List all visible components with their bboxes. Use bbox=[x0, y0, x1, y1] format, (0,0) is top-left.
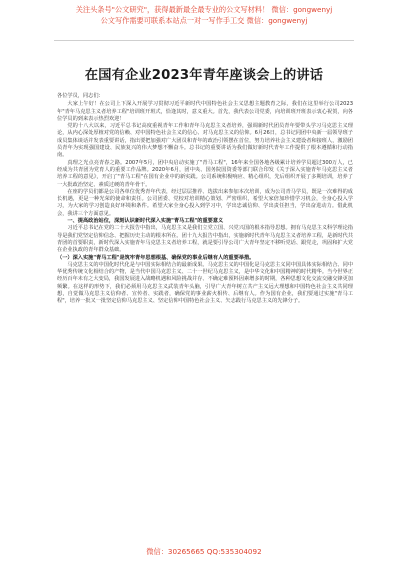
body-paragraph: 习近平总书记在党的二十大报告中指出，马克思主义是我们立党立国、兴党兴国的根本指导思想。拥有马克思主义科学理论指导是我们党坚定信仰信念、把握历史主动的根本所在。团十九大报告中指出，实施新时代青年马克思主义者培养工程，是新时代共青团的首要职责，新时代深入实施青年马克思主义者培养工程，就是要引导公司广大青年坚定不移听党话、跟党走，巩固和扩大党在企业执政的青年群众基础。 bbox=[57, 225, 353, 254]
body-paragraph: 在座的学员们都是公司各单位优秀青年代表，经过层层推荐、选拔出来参加本次培训，成为公司青马学员，既是一次难得的成长机遇，更是一种光荣的使命和责任。公司团委、党校对培训精心策划、严密组织，希望大家倍加珍惜学习机会，全身心投入学习，为大家的学习创造良好环境和条件。希望大家全身心投入到学习中，学出忠诚信仰、学出责任担当，学出奋进动力。借此机会，我讲三个方面意见。 bbox=[57, 188, 353, 217]
body-paragraph: 马克思主义的中国化时代化是与中国实际相结合的最新成果。马克思主义的中国化是马克思主义同中国具体实际相结合、同中华优秀传统文化相结合的产物，是当代中国马克思主义、二十一世纪马克思主义，是中华文化和中国精神的时代精华。当今世界正经历百年未有之大变局，我国发展进入战略机遇和风险挑战并存、不确定难预料因素增多的时期，各种思想文化交流交融交锋更加频繁。在这样的形势下，我们必须用马克思主义武装青年头脑，引导广大青年树立共产主义远大理想和中国特色社会主义共同理想，自觉做马克思主义信仰者、宣传者、实践者，确保党的事业薪火相传、后继有人。作为国有企业，我们要通过实施"青马工程"，培养一批又一批坚定信仰马克思主义、坚定信仰中国特色社会主义、矢志践行马克思主义的先锋分子。 bbox=[57, 261, 353, 305]
body-paragraph: 党的十八大以来，习近平总书记高度重视青年工作和青年马克思主义者培养，强调新时代团员青年要带头学习马克思主义理论，从内心深处厚植对党的信赖、对中国特色社会主义的信心、对马克思主义的信仰。6月26日，总书记同团中央新一届领导班子成员集体谈话并发表重要讲话，指出要把加强对广大团员和青年的政治引领摆在首位，努力培养社会主义建设者和接班人，激励团员青年为实现强国建设、民族复兴的伟大梦想不懈奋斗。总书记的重要讲话为我们做好新时代青年工作提供了根本遵循和行动指南。 bbox=[57, 123, 353, 159]
document-body bbox=[57, 93, 353, 306]
salutation: 各位学员，同志们： bbox=[57, 93, 104, 99]
subsection-heading: （一）深入实施"青马工程"是筑牢青年思想根基、确保党的事业后继有人的重要举措。 bbox=[57, 254, 255, 261]
footer-contact: 微信：30265665 QQ:535304092 bbox=[146, 547, 262, 556]
section-heading: 一、提高政治站位，深刻认识新时代深入实施"青马工程"的重要意义 bbox=[67, 218, 224, 225]
body-paragraph: 真理之光点亮青春之路。2007年5月，团中央启动实施了"青马工程"，16年来全国各地各级累计培养学员超过300万人，已经成为共青团为党育人的重要工作品牌。2020年6月，团中央、国务院国资委等部门联合印发《关于深入实施青年马克思主义者培养工程的意见》，开启了"青马工程"在国有企业中的新实践。公司系统积极响应、精心组织，先后组织开展了多期培训，培养了一大批政治坚定、素质过硬的青年骨干。 bbox=[57, 159, 353, 188]
document-title: 在国有企业2023年青年座谈会上的讲话 bbox=[84, 68, 324, 83]
header-divider bbox=[54, 40, 354, 41]
body-paragraph: 大家上午好！在公司上下深入开展学习贯彻习近平新时代中国特色社会主义思想主题教育之际，我们在这里举行公司2023年"青年马克思主义者培养工程"培训班开班式，恰逢其时，意义重大。首先，我代表公司党委，向培训班开班表示衷心祝贺，向各位学员的到来表示热烈欢迎！ bbox=[57, 101, 353, 122]
header-banner bbox=[0, 0, 408, 38]
header-promo-line-2: 公文写作需要可联系本站点一对一写作手工交 微信：gongwenyj bbox=[100, 16, 308, 25]
header-promo-line-1: 关注头条号"公文研究"，获得最新最全最专业的公文写材料！ 微信：gongwenyj bbox=[75, 5, 333, 14]
